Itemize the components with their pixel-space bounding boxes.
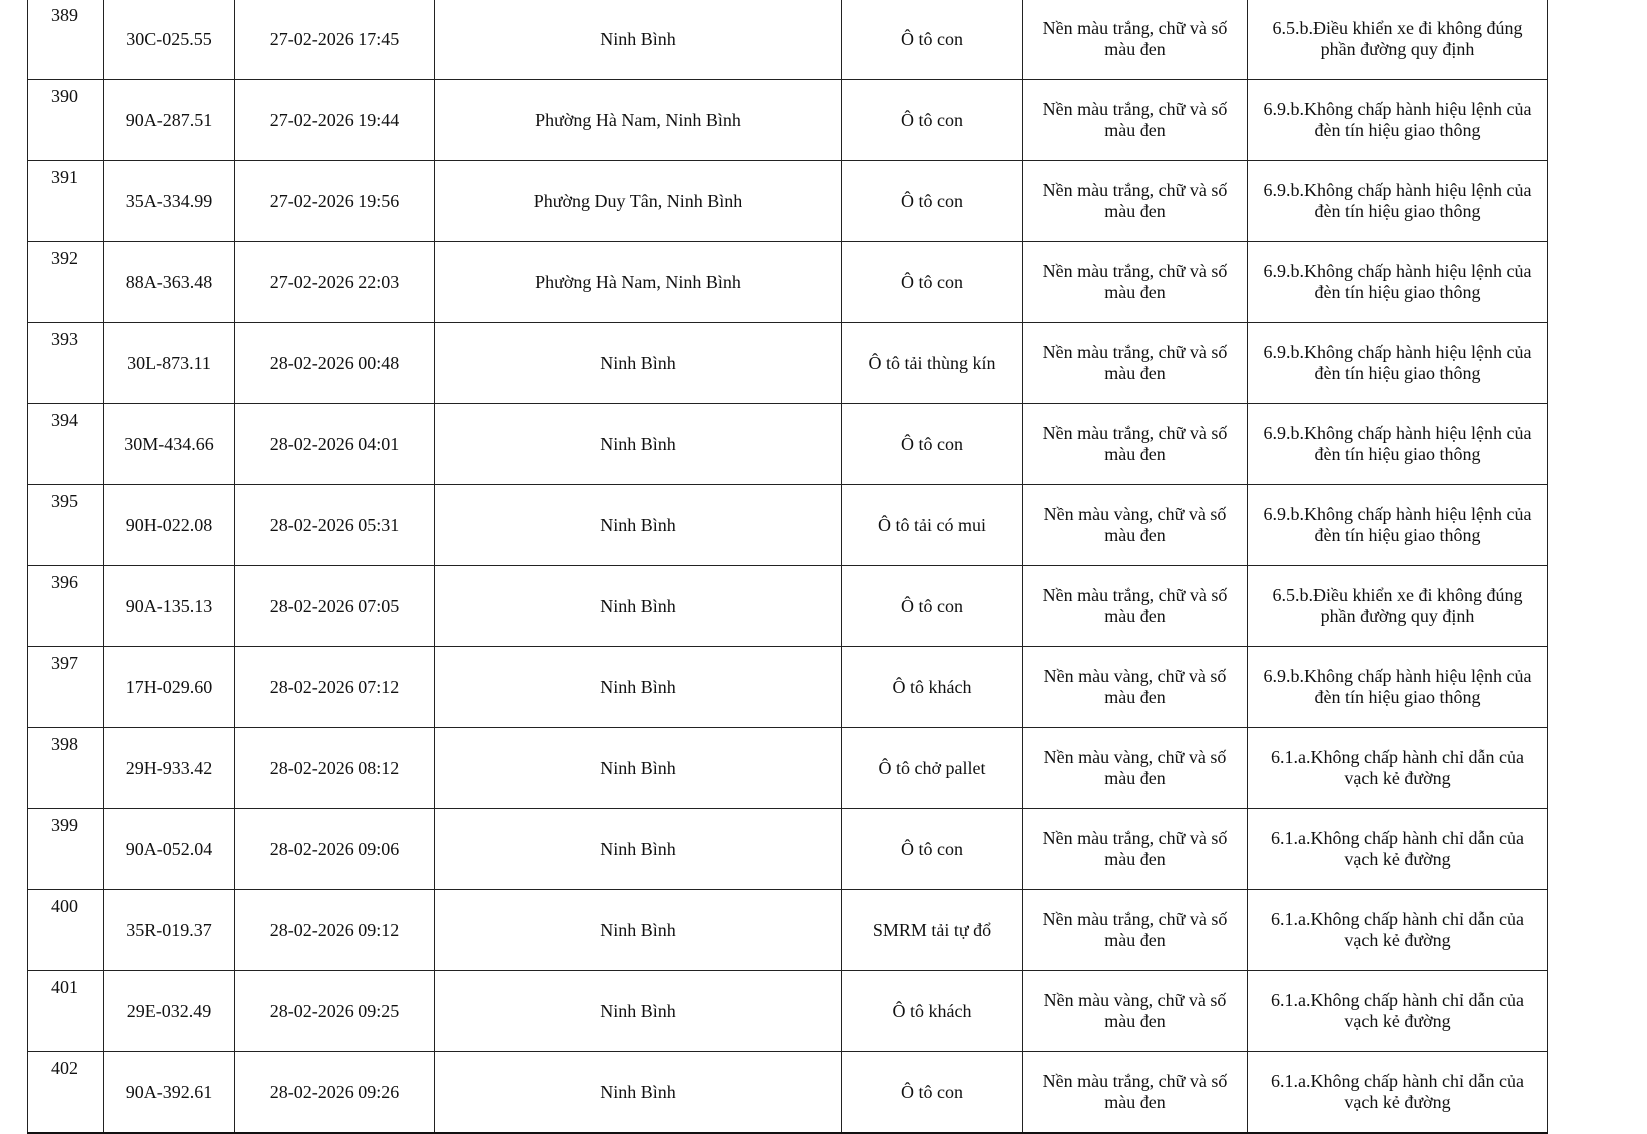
plate-color-cell	[1023, 890, 1248, 971]
row-number-text: 401	[51, 977, 78, 997]
license-plate-cell	[104, 1052, 235, 1134]
violation-cell	[1248, 485, 1548, 566]
license-plate-text: 35A-334.99	[125, 190, 213, 211]
plate-color-text: Nền màu trắng, chữ và số	[1042, 261, 1228, 281]
violation-time-cell	[235, 0, 435, 80]
row-number-cell	[28, 890, 104, 971]
vehicle-type-text: Ô tô con	[901, 838, 963, 859]
table-row	[28, 80, 1548, 161]
license-plate-cell	[104, 728, 235, 809]
plate-color-text: màu đen	[1104, 849, 1166, 869]
license-plate-text: 90A-135.13	[125, 595, 213, 616]
location-cell	[435, 728, 842, 809]
violation-text: 6.1.a.Không chấp hành chỉ dẫn của	[1271, 990, 1524, 1010]
plate-color-cell	[1023, 809, 1248, 890]
plate-color-cell	[1023, 404, 1248, 485]
violations-table-body	[28, 0, 1548, 1133]
violation-time-text: 28-02-2026 00:48	[269, 352, 400, 373]
violation-time-cell	[235, 485, 435, 566]
violation-cell	[1248, 323, 1548, 404]
plate-color-text: Nền màu vàng, chữ và số	[1043, 504, 1227, 524]
table-row	[28, 728, 1548, 809]
violation-time-cell	[235, 323, 435, 404]
location-cell	[435, 323, 842, 404]
vehicle-type-text: Ô tô con	[901, 190, 963, 211]
violation-text: vạch kẻ đường	[1344, 768, 1451, 788]
location-cell	[435, 0, 842, 80]
violation-time-text: 27-02-2026 19:44	[269, 109, 400, 130]
row-number-cell	[28, 242, 104, 323]
vehicle-type-cell	[842, 485, 1023, 566]
license-plate-cell	[104, 0, 235, 80]
violation-text: 6.9.b.Không chấp hành hiệu lệnh của	[1263, 180, 1532, 200]
license-plate-cell	[104, 647, 235, 728]
violation-time-cell	[235, 1052, 435, 1134]
violation-time-text: 28-02-2026 07:05	[269, 595, 400, 616]
row-number-cell	[28, 971, 104, 1052]
violation-cell	[1248, 242, 1548, 323]
vehicle-type-text: Ô tô tải có mui	[878, 514, 986, 535]
location-text: Ninh Bình	[600, 838, 676, 859]
location-text: Ninh Bình	[600, 28, 676, 49]
plate-color-text: Nền màu vàng, chữ và số	[1043, 747, 1227, 767]
violation-time-text: 28-02-2026 09:06	[269, 838, 400, 859]
violation-time-cell	[235, 971, 435, 1052]
violation-time-cell	[235, 566, 435, 647]
plate-color-text: Nền màu trắng, chữ và số	[1042, 1071, 1228, 1091]
row-number-cell	[28, 809, 104, 890]
plate-color-text: Nền màu trắng, chữ và số	[1042, 828, 1228, 848]
plate-color-cell	[1023, 80, 1248, 161]
vehicle-type-text: Ô tô con	[901, 271, 963, 292]
location-text: Phường Duy Tân, Ninh Bình	[533, 190, 743, 211]
row-number-cell	[28, 80, 104, 161]
plate-color-text: màu đen	[1104, 39, 1166, 59]
plate-color-text: màu đen	[1104, 687, 1166, 707]
row-number-text: 396	[51, 572, 78, 592]
table-row	[28, 161, 1548, 242]
violation-cell	[1248, 566, 1548, 647]
location-text: Ninh Bình	[600, 757, 676, 778]
violation-text: phần đường quy định	[1320, 39, 1475, 59]
violation-text: đèn tín hiệu giao thông	[1314, 525, 1481, 545]
vehicle-type-text: Ô tô con	[901, 1081, 963, 1102]
license-plate-text: 17H-029.60	[125, 676, 213, 697]
plate-color-text: màu đen	[1104, 606, 1166, 626]
violation-time-cell	[235, 809, 435, 890]
vehicle-type-cell	[842, 80, 1023, 161]
location-cell	[435, 1052, 842, 1134]
license-plate-cell	[104, 161, 235, 242]
license-plate-text: 90H-022.08	[125, 514, 213, 535]
violation-cell	[1248, 1052, 1548, 1134]
vehicle-type-text: Ô tô con	[901, 28, 963, 49]
location-text: Ninh Bình	[600, 1081, 676, 1102]
license-plate-text: 30M-434.66	[124, 433, 214, 454]
license-plate-cell	[104, 890, 235, 971]
violation-cell	[1248, 971, 1548, 1052]
location-cell	[435, 890, 842, 971]
row-number-text: 390	[51, 86, 78, 106]
location-cell	[435, 485, 842, 566]
violations-table	[27, 0, 1548, 1134]
license-plate-cell	[104, 485, 235, 566]
violation-time-text: 28-02-2026 09:25	[269, 1000, 400, 1021]
violation-time-cell	[235, 242, 435, 323]
row-number-cell	[28, 566, 104, 647]
plate-color-text: Nền màu trắng, chữ và số	[1042, 180, 1228, 200]
license-plate-cell	[104, 404, 235, 485]
plate-color-cell	[1023, 566, 1248, 647]
vehicle-type-text: Ô tô tải thùng kín	[868, 352, 996, 373]
violation-time-cell	[235, 161, 435, 242]
table-row	[28, 323, 1548, 404]
license-plate-text: 88A-363.48	[125, 271, 213, 292]
row-number-text: 389	[51, 5, 78, 25]
row-number-text: 398	[51, 734, 78, 754]
violation-cell	[1248, 404, 1548, 485]
violation-text: đèn tín hiệu giao thông	[1314, 687, 1481, 707]
license-plate-cell	[104, 80, 235, 161]
license-plate-cell	[104, 566, 235, 647]
plate-color-cell	[1023, 161, 1248, 242]
violation-time-text: 28-02-2026 09:26	[269, 1081, 400, 1102]
violation-time-cell	[235, 728, 435, 809]
violation-cell	[1248, 647, 1548, 728]
vehicle-type-text: Ô tô con	[901, 433, 963, 454]
plate-color-text: Nền màu trắng, chữ và số	[1042, 909, 1228, 929]
violation-text: đèn tín hiệu giao thông	[1314, 444, 1481, 464]
row-number-text: 395	[51, 491, 78, 511]
violation-text: 6.1.a.Không chấp hành chỉ dẫn của	[1271, 1071, 1524, 1091]
plate-color-text: Nền màu trắng, chữ và số	[1042, 99, 1228, 119]
license-plate-cell	[104, 809, 235, 890]
plate-color-text: Nền màu vàng, chữ và số	[1043, 990, 1227, 1010]
row-number-text: 392	[51, 248, 78, 268]
plate-color-text: Nền màu trắng, chữ và số	[1042, 342, 1228, 362]
location-cell	[435, 404, 842, 485]
violation-time-cell	[235, 647, 435, 728]
vehicle-type-text: Ô tô khách	[892, 1000, 972, 1021]
violation-text: đèn tín hiệu giao thông	[1314, 201, 1481, 221]
plate-color-text: màu đen	[1104, 1011, 1166, 1031]
location-text: Ninh Bình	[600, 352, 676, 373]
table-row	[28, 809, 1548, 890]
vehicle-type-cell	[842, 242, 1023, 323]
plate-color-cell	[1023, 1052, 1248, 1134]
row-number-cell	[28, 0, 104, 80]
violation-cell	[1248, 728, 1548, 809]
plate-color-cell	[1023, 971, 1248, 1052]
violation-time-text: 28-02-2026 09:12	[269, 919, 400, 940]
violation-text: 6.1.a.Không chấp hành chỉ dẫn của	[1271, 747, 1524, 767]
license-plate-cell	[104, 323, 235, 404]
plate-color-text: Nền màu trắng, chữ và số	[1042, 423, 1228, 443]
vehicle-type-cell	[842, 1052, 1023, 1134]
violation-time-text: 27-02-2026 22:03	[269, 271, 400, 292]
plate-color-text: màu đen	[1104, 930, 1166, 950]
row-number-text: 400	[51, 896, 78, 916]
vehicle-type-text: Ô tô con	[901, 595, 963, 616]
violation-text: 6.9.b.Không chấp hành hiệu lệnh của	[1263, 504, 1532, 524]
location-cell	[435, 647, 842, 728]
license-plate-text: 35R-019.37	[126, 919, 212, 940]
violation-text: đèn tín hiệu giao thông	[1314, 363, 1481, 383]
violation-time-cell	[235, 80, 435, 161]
vehicle-type-cell	[842, 809, 1023, 890]
location-text: Ninh Bình	[600, 595, 676, 616]
violation-text: 6.5.b.Điều khiển xe đi không đúng	[1272, 585, 1523, 605]
violation-time-text: 28-02-2026 08:12	[269, 757, 400, 778]
plate-color-text: màu đen	[1104, 1092, 1166, 1112]
location-text: Phường Hà Nam, Ninh Bình	[535, 109, 741, 130]
violation-text: 6.1.a.Không chấp hành chỉ dẫn của	[1271, 909, 1524, 929]
violation-text: 6.9.b.Không chấp hành hiệu lệnh của	[1263, 99, 1532, 119]
violation-text: đèn tín hiệu giao thông	[1314, 282, 1481, 302]
vehicle-type-cell	[842, 566, 1023, 647]
location-text: Ninh Bình	[600, 514, 676, 535]
row-number-text: 399	[51, 815, 78, 835]
vehicle-type-cell	[842, 728, 1023, 809]
violation-time-text: 27-02-2026 19:56	[269, 190, 400, 211]
row-number-text: 393	[51, 329, 78, 349]
table-row	[28, 566, 1548, 647]
license-plate-text: 30L-873.11	[127, 352, 211, 373]
plate-color-cell	[1023, 647, 1248, 728]
violation-time-cell	[235, 890, 435, 971]
location-cell	[435, 566, 842, 647]
location-text: Ninh Bình	[600, 676, 676, 697]
violation-cell	[1248, 809, 1548, 890]
location-cell	[435, 242, 842, 323]
violation-text: 6.9.b.Không chấp hành hiệu lệnh của	[1263, 261, 1532, 281]
table-row	[28, 485, 1548, 566]
table-row	[28, 404, 1548, 485]
vehicle-type-cell	[842, 890, 1023, 971]
row-number-cell	[28, 485, 104, 566]
plate-color-text: Nền màu vàng, chữ và số	[1043, 666, 1227, 686]
table-row	[28, 647, 1548, 728]
row-number-text: 394	[51, 410, 78, 430]
violation-text: 6.9.b.Không chấp hành hiệu lệnh của	[1263, 342, 1532, 362]
license-plate-text: 29H-933.42	[125, 757, 213, 778]
plate-color-text: màu đen	[1104, 120, 1166, 140]
violation-cell	[1248, 0, 1548, 80]
violation-time-text: 28-02-2026 07:12	[269, 676, 400, 697]
location-text: Phường Hà Nam, Ninh Bình	[535, 271, 741, 292]
vehicle-type-cell	[842, 161, 1023, 242]
row-number-cell	[28, 1052, 104, 1134]
violation-time-text: 27-02-2026 17:45	[269, 28, 400, 49]
row-number-cell	[28, 323, 104, 404]
row-number-text: 397	[51, 653, 78, 673]
location-text: Ninh Bình	[600, 1000, 676, 1021]
plate-color-cell	[1023, 242, 1248, 323]
violation-text: đèn tín hiệu giao thông	[1314, 120, 1481, 140]
violation-text: 6.9.b.Không chấp hành hiệu lệnh của	[1263, 666, 1532, 686]
vehicle-type-text: Ô tô con	[901, 109, 963, 130]
vehicle-type-text: SMRM tải tự đổ	[872, 919, 992, 940]
vehicle-type-cell	[842, 971, 1023, 1052]
violation-text: 6.1.a.Không chấp hành chỉ dẫn của	[1271, 828, 1524, 848]
vehicle-type-cell	[842, 0, 1023, 80]
row-number-cell	[28, 728, 104, 809]
location-cell	[435, 161, 842, 242]
vehicle-type-cell	[842, 323, 1023, 404]
row-number-text: 402	[51, 1058, 78, 1078]
vehicle-type-cell	[842, 647, 1023, 728]
violation-time-text: 28-02-2026 04:01	[269, 433, 400, 454]
plate-color-text: màu đen	[1104, 201, 1166, 221]
violations-sheet	[27, 0, 1547, 1134]
plate-color-text: Nền màu trắng, chữ và số	[1042, 18, 1228, 38]
table-row	[28, 242, 1548, 323]
plate-color-cell	[1023, 0, 1248, 80]
license-plate-cell	[104, 242, 235, 323]
vehicle-type-cell	[842, 404, 1023, 485]
violation-text: 6.5.b.Điều khiển xe đi không đúng	[1272, 18, 1523, 38]
vehicle-type-text: Ô tô chở pallet	[878, 757, 986, 778]
license-plate-text: 90A-287.51	[125, 109, 213, 130]
row-number-cell	[28, 161, 104, 242]
plate-color-text: màu đen	[1104, 768, 1166, 788]
row-number-text: 391	[51, 167, 78, 187]
row-number-cell	[28, 404, 104, 485]
plate-color-text: màu đen	[1104, 363, 1166, 383]
plate-color-cell	[1023, 485, 1248, 566]
plate-color-text: màu đen	[1104, 444, 1166, 464]
license-plate-text: 29E-032.49	[126, 1000, 212, 1021]
plate-color-text: màu đen	[1104, 525, 1166, 545]
license-plate-cell	[104, 971, 235, 1052]
violation-text: phần đường quy định	[1320, 606, 1475, 626]
violation-text: vạch kẻ đường	[1344, 1092, 1451, 1112]
table-row	[28, 0, 1548, 80]
violation-text: vạch kẻ đường	[1344, 1011, 1451, 1031]
violation-text: vạch kẻ đường	[1344, 930, 1451, 950]
license-plate-text: 90A-052.04	[125, 838, 213, 859]
violation-cell	[1248, 890, 1548, 971]
violation-text: vạch kẻ đường	[1344, 849, 1451, 869]
location-text: Ninh Bình	[600, 919, 676, 940]
vehicle-type-text: Ô tô khách	[892, 676, 972, 697]
violation-cell	[1248, 80, 1548, 161]
plate-color-cell	[1023, 323, 1248, 404]
violation-time-text: 28-02-2026 05:31	[269, 514, 400, 535]
violation-time-cell	[235, 404, 435, 485]
row-number-cell	[28, 647, 104, 728]
location-cell	[435, 80, 842, 161]
plate-color-cell	[1023, 728, 1248, 809]
violation-cell	[1248, 161, 1548, 242]
location-cell	[435, 971, 842, 1052]
table-row	[28, 971, 1548, 1052]
table-row	[28, 1052, 1548, 1134]
license-plate-text: 30C-025.55	[126, 28, 212, 49]
license-plate-text: 90A-392.61	[125, 1081, 213, 1102]
table-row	[28, 890, 1548, 971]
plate-color-text: Nền màu trắng, chữ và số	[1042, 585, 1228, 605]
location-cell	[435, 809, 842, 890]
plate-color-text: màu đen	[1104, 282, 1166, 302]
location-text: Ninh Bình	[600, 433, 676, 454]
violation-text: 6.9.b.Không chấp hành hiệu lệnh của	[1263, 423, 1532, 443]
